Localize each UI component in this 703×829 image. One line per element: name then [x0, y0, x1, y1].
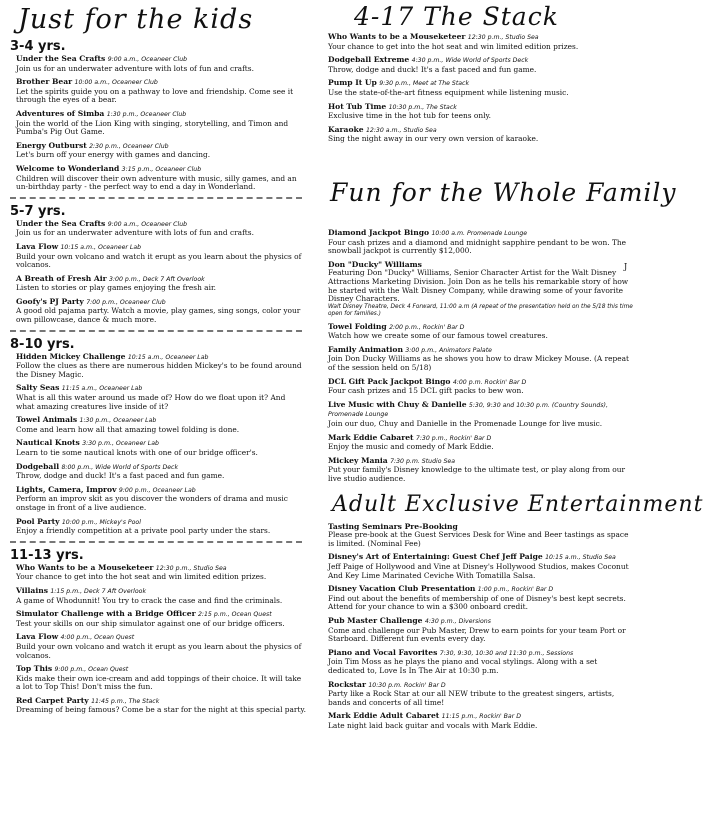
- event-description: Please pre-book at the Guest Services Desk for Wine and Beer tastings as space is limited. (Nominal Fee): [328, 530, 629, 548]
- event-item: [328, 681, 634, 708]
- event-description: Let the spirits guide you on a pathway to love and friendship. Come see it through the eyes of a bear.: [16, 86, 294, 105]
- event-description: Enjoy the music and comedy of Mark Eddie.: [328, 442, 494, 452]
- section-divider: [10, 197, 302, 200]
- event-title: Rockstar: [328, 679, 366, 689]
- event-title: Karaoke: [328, 124, 364, 134]
- event-note: Walt Disney Theatre, Deck 4 Forward, 11:00 a.m (A repeat of the presentation held on the 5/18 this time open for families.): [328, 303, 633, 317]
- event-description: Learn to tie some nautical knots with one of our bridge officer's.: [16, 448, 258, 457]
- event-description: Join us for an underwater adventure with lots of fun and crafts.: [16, 63, 254, 73]
- event-item: [16, 463, 306, 481]
- event-title: Adventures of Simba: [16, 108, 105, 118]
- event-description: Join Tim Moss as he plays the piano and vocal stylings. Along with a set dedicated to, Love Is In The Air at 10:30 p.m.: [328, 657, 598, 675]
- event-meta: 11:15 p.m., Rockin' Bar D: [441, 713, 521, 721]
- event-item: [16, 633, 306, 660]
- event-description: Party like a Rock Star at our all NEW tribute to the greatest singers, artists, bands and concerts of all time!: [328, 689, 615, 707]
- event-item: [16, 110, 306, 137]
- event-item: [16, 384, 306, 411]
- event-description: Use the state-of-the-art fitness equipment while listening music.: [328, 87, 569, 97]
- age-group-heading: 5-7 yrs.: [10, 203, 66, 219]
- event-title: Who Wants to be a Mouseketeer: [328, 32, 466, 41]
- event-title: Don "Ducky" Williams: [328, 259, 422, 269]
- event-description: Throw, dodge and duck! It's a fast paced and fun game.: [328, 64, 537, 74]
- event-meta: 11:15 a.m., Oceaneer Lab: [61, 385, 143, 393]
- event-meta: 9:00 a.m., Oceaneer Club: [107, 220, 188, 228]
- event-title: Villains: [16, 585, 49, 595]
- event-description: Featuring Don "Ducky" Williams, Senior Character Artist for the Walt Disney Attractions Marketing Division. Join Don as he tells his remarkable story of how he started with the Walt Disney Company, while drawing some of your favorite Disney Characters.: [328, 268, 629, 304]
- age-group-heading: 3-4 yrs.: [10, 39, 66, 54]
- event-meta: 10:30 p.m., The Stack: [388, 103, 457, 111]
- adult-heading: Adult Exclusive Entertainment: [332, 491, 703, 517]
- event-title: Simulator Challenge with a Bridge Officer: [16, 609, 196, 619]
- event-description: Enjoy a friendly competition at a private pool party under the stars.: [16, 526, 271, 536]
- event-title: Piano and Vocal Favorites: [328, 647, 438, 657]
- event-meta: 7:30 p.m., Rockin' Bar D: [415, 434, 492, 442]
- event-description: Build your own volcano and watch it erupt as you learn about the physics of volcanos.: [16, 251, 302, 270]
- event-description: Build your own volcano and watch it erupt as you learn about the physics of volcanos.: [16, 641, 302, 660]
- event-item: [16, 486, 306, 513]
- event-meta: 9:00 a.m., Oceaneer Club: [107, 56, 188, 63]
- event-title: Who Wants to be a Mouseketeer: [16, 562, 154, 572]
- event-meta: 11:45 p.m., The Stack: [91, 697, 160, 705]
- event-description: Let's burn off your energy with games and dancing.: [16, 150, 211, 160]
- event-item: [16, 55, 306, 73]
- event-meta: 10:00 p.m., Mickey's Pool: [61, 518, 141, 526]
- event-meta: 7:30 p.m. Studio Sea: [390, 457, 455, 465]
- event-title: Towel Animals: [16, 415, 78, 425]
- event-title: Welcome to Wonderland: [16, 163, 120, 173]
- event-meta: 12:30 p.m., Studio Sea: [155, 564, 227, 572]
- event-item: [328, 553, 634, 580]
- event-item: [16, 610, 306, 628]
- event-item: [16, 353, 306, 380]
- event-meta: 2:00 p.m., Rockin' Bar D: [389, 323, 465, 331]
- event-item: [328, 457, 634, 484]
- event-description: Exclusive time in the hot tub for teens only.: [328, 111, 492, 121]
- event-description: Four cash prizes and 15 DCL gift packs to bew won.: [328, 386, 524, 396]
- event-description: Your chance to get into the hot seat and win limited edition prizes.: [328, 41, 579, 51]
- event-description: Come and challenge our Pub Master, Drew to earn points for your team Port or Starboard. Different fun events every day.: [328, 625, 626, 644]
- event-item: [16, 416, 306, 434]
- event-meta: 2:30 p.m., Oceaneer Club: [89, 142, 169, 150]
- event-meta: 4:00 p.m. Rockin' Bar D: [452, 378, 527, 386]
- event-item: [328, 56, 634, 74]
- event-title: Tasting Seminars Pre-Booking: [328, 521, 458, 531]
- event-title: Mark Eddie Adult Cabaret: [328, 711, 440, 721]
- event-meta: 10:00 a.m., Oceaneer Club: [74, 79, 158, 87]
- event-item: [16, 165, 306, 192]
- event-description: Test your skills on our ship simulator against one of our bridge officers.: [16, 618, 285, 628]
- kids-heading: Just for the kids: [18, 4, 254, 35]
- age-group-events: [6, 353, 306, 536]
- event-title: Towel Folding: [328, 321, 387, 331]
- event-meta: 4:30 p.m., Diversions: [424, 617, 491, 625]
- event-meta: 7:00 p.m., Oceaneer Club: [86, 298, 166, 306]
- event-meta: 3:00 p.m., Deck 7 Aft Overlook: [109, 275, 205, 283]
- event-title: Lights, Camera, Improv: [16, 484, 117, 494]
- event-item: [328, 323, 634, 341]
- event-meta: 10:00 a.m. Promenade Lounge: [431, 229, 528, 237]
- event-meta: 9:30 p.m., Meet at The Stack: [379, 80, 470, 88]
- event-item: [16, 665, 306, 692]
- event-description: Late night laid back guitar and vocals with Mark Eddie.: [328, 720, 538, 730]
- event-description: Four cash prizes and a diamond and midnight sapphire pendant to be won. The snowball jackpot is currently $12,000.: [328, 237, 627, 256]
- event-description: Join the world of the Lion King with singing, storytelling, and Timon and Pumba's Pig Out Game.: [16, 118, 289, 137]
- event-item: [328, 126, 634, 144]
- age-group-events: [6, 220, 306, 325]
- event-description: Join us for an underwater adventure with lots of fun and crafts.: [16, 228, 254, 238]
- event-meta: 4:30 p.m., Wide World of Sports Deck: [411, 57, 529, 65]
- event-item: [328, 585, 634, 612]
- event-description: Jeff Paige of Hollywood and Vine at Disney's Hollywood Studios, makes Coconut And Key Lime Marinated Ceviche With Tomatilla Salsa.: [328, 561, 629, 580]
- event-title: Red Carpet Party: [16, 695, 89, 705]
- right-column: [322, 0, 703, 735]
- event-item: [328, 79, 634, 97]
- event-description: Sing the night away in our very own version of karaoke.: [328, 134, 539, 144]
- stack-heading: 4-17 The Stack: [354, 2, 559, 31]
- event-description: Join our duo, Chuy and Danielle in the Promenade Lounge for live music.: [328, 419, 603, 429]
- event-description: Follow the clues as there are numerous hidden Mickey's to be found around the Disney Magic.: [16, 361, 302, 379]
- age-group-events: [6, 55, 306, 192]
- event-item: [16, 220, 306, 238]
- event-meta: 1:15 p.m., Deck 7 Aft Overlook: [50, 587, 147, 595]
- event-item: [328, 261, 634, 318]
- event-title: Diamond Jackpot Bingo: [328, 227, 430, 237]
- event-title: Hot Tub Time: [328, 101, 387, 111]
- event-title: Dodgeball: [16, 461, 60, 471]
- event-title: Under the Sea Crafts: [16, 54, 106, 63]
- event-meta: 9:00 p.m., Oceaneer Lab: [118, 486, 196, 494]
- age-group-events: [6, 564, 306, 715]
- event-item: [16, 298, 306, 325]
- event-title: Live Music with Chuy & Danielle: [328, 399, 467, 409]
- event-meta: 1:30 p.m., Oceaneer Club: [106, 110, 187, 118]
- event-title: DCL Gift Pack Jackpot Bingo: [328, 376, 451, 386]
- event-item: [16, 243, 306, 270]
- age-group-heading: 8-10 yrs.: [10, 336, 75, 352]
- stack-events: [322, 33, 634, 144]
- event-title: Mark Eddie Cabaret: [328, 432, 414, 442]
- event-meta: 2:15 p.m., Ocean Quest: [197, 611, 272, 619]
- event-item: [328, 33, 634, 51]
- family-events: [322, 229, 634, 484]
- event-item: [328, 401, 634, 429]
- event-description: Dreaming of being famous? Come be a star for the night at this special party.: [16, 705, 306, 715]
- family-heading: Fun for the Whole Family: [330, 177, 677, 207]
- event-description: Kids make their own ice-cream and add toppings of their choice. It will take a lot to Top This! Don't miss the fun.: [16, 673, 302, 692]
- event-title: Brother Bear: [16, 77, 73, 87]
- kids-column: [6, 0, 306, 720]
- event-title: Pump It Up: [328, 78, 377, 88]
- event-item: [16, 564, 306, 582]
- event-meta: 3:30 p.m., Oceaneer Lab: [82, 440, 159, 448]
- event-meta: 5:30, 9:30 and 10:30 p.m. (Country Sounds), Promenade Lounge: [328, 401, 608, 419]
- event-item: [16, 697, 306, 715]
- event-item: [16, 439, 306, 457]
- event-item: [328, 617, 634, 644]
- event-title: Disney Vacation Club Presentation: [328, 584, 476, 594]
- event-title: Energy Outburst: [16, 140, 87, 150]
- event-description: Come and learn how all that amazing towel folding is done.: [16, 424, 240, 434]
- event-title: Nautical Knots: [16, 438, 80, 448]
- event-title: A Breath of Fresh Air: [16, 273, 107, 283]
- event-meta: 9:00 p.m., Ocean Quest: [54, 666, 129, 674]
- event-title: Salty Seas: [16, 383, 60, 393]
- event-item: [16, 518, 306, 536]
- event-meta: 10:30 p.m. Rockin' Bar D: [368, 681, 446, 689]
- event-item: [328, 378, 634, 396]
- event-description: Children will discover their own adventure with music, silly games, and an un-birthday party - the perfect way to end a day in Wonderland.: [16, 173, 297, 192]
- event-meta: 4:00 p.m., Ocean Quest: [60, 634, 135, 642]
- event-title: Family Animation: [328, 344, 403, 354]
- event-meta: 1:00 p.m., Rockin' Bar D: [477, 586, 554, 594]
- age-group-heading: 11-13 yrs.: [10, 547, 84, 563]
- event-meta: 10:15 a.m., Studio Sea: [545, 554, 616, 562]
- event-item: [16, 78, 306, 105]
- event-title: Hidden Mickey Challenge: [16, 351, 126, 361]
- event-item: [16, 142, 306, 160]
- kids-groups: [6, 39, 306, 715]
- section-divider: [10, 330, 302, 333]
- event-meta: 3:00 p.m., Animators Palate: [405, 346, 492, 354]
- event-description: Perform an improv skit as you discover the wonders of drama and music onstage in front of a live audience.: [16, 494, 288, 512]
- event-meta: 10:15 a.m., Oceaneer Lab: [60, 243, 142, 251]
- event-title: Under the Sea Crafts: [16, 218, 106, 228]
- event-item: [16, 587, 306, 605]
- event-title: Lava Flow: [16, 241, 59, 251]
- event-title: Top This: [16, 664, 53, 674]
- event-meta: 12:30 a.m., Studio Sea: [365, 126, 437, 134]
- event-description: A game of Whodunnit! You try to crack the case and find the criminals.: [16, 595, 283, 605]
- event-description: Your chance to get into the hot seat and win limited edition prizes.: [16, 572, 267, 582]
- event-item: [328, 712, 634, 730]
- event-item: [328, 103, 634, 121]
- event-item: [328, 649, 634, 676]
- event-description: What is all this water around us made of? How do we float upon it? And what amazing creatures live inside of it?: [16, 393, 286, 411]
- event-meta: 12:30 p.m., Studio Sea: [467, 34, 539, 41]
- event-meta: 10:15 a.m., Oceaneer Lab: [127, 353, 209, 361]
- event-item: [328, 434, 634, 452]
- event-description: Join Don Ducky Williams as he shows you how to draw Mickey Mouse. (A repeat of the session held on 5/18): [328, 354, 629, 373]
- event-description: Find out about the benefits of membership of one of Disney's best kept secrets. Attend for your chance to win a $300 onboard credit.: [328, 593, 626, 612]
- section-divider: [10, 541, 302, 544]
- event-title: Pub Master Challenge: [328, 615, 423, 625]
- event-title: Dodgeball Extreme: [328, 55, 410, 65]
- event-title: Goofy's PJ Party: [16, 296, 84, 306]
- event-description: Watch how we create some of our famous towel creatures.: [328, 331, 548, 341]
- event-title: Mickey Mania: [328, 455, 388, 465]
- event-item: [328, 229, 634, 256]
- event-meta: 3:15 p.m., Oceaneer Club: [121, 165, 202, 173]
- event-meta: 7:30, 9:30, 10:30 and 11:30 p.m., Sessions: [439, 649, 574, 657]
- margin-mark: J: [624, 262, 628, 271]
- event-description: Listen to stories or play games enjoying the fresh air.: [16, 283, 217, 293]
- event-item: [328, 523, 634, 549]
- event-meta: 1:30 p.m., Oceaneer Lab: [79, 417, 157, 425]
- event-title: Pool Party: [16, 516, 60, 526]
- adult-events: [322, 523, 634, 731]
- event-description: A good old pajama party. Watch a movie, play games, sing songs, color your own pillowcase, dance & much more.: [16, 306, 301, 325]
- event-title: Disney's Art of Entertaining: Guest Chef Jeff Paige: [328, 552, 543, 562]
- event-description: Put your family's Disney knowledge to the ultimate test, or play along from our live studio audience.: [328, 465, 626, 483]
- event-meta: 8:00 p.m., Wide World of Sports Deck: [61, 463, 179, 471]
- event-description: Throw, dodge and duck! It's a fast paced and fun game.: [16, 471, 225, 481]
- event-item: [328, 346, 634, 373]
- event-item: [16, 275, 306, 293]
- event-title: Lava Flow: [16, 632, 59, 642]
